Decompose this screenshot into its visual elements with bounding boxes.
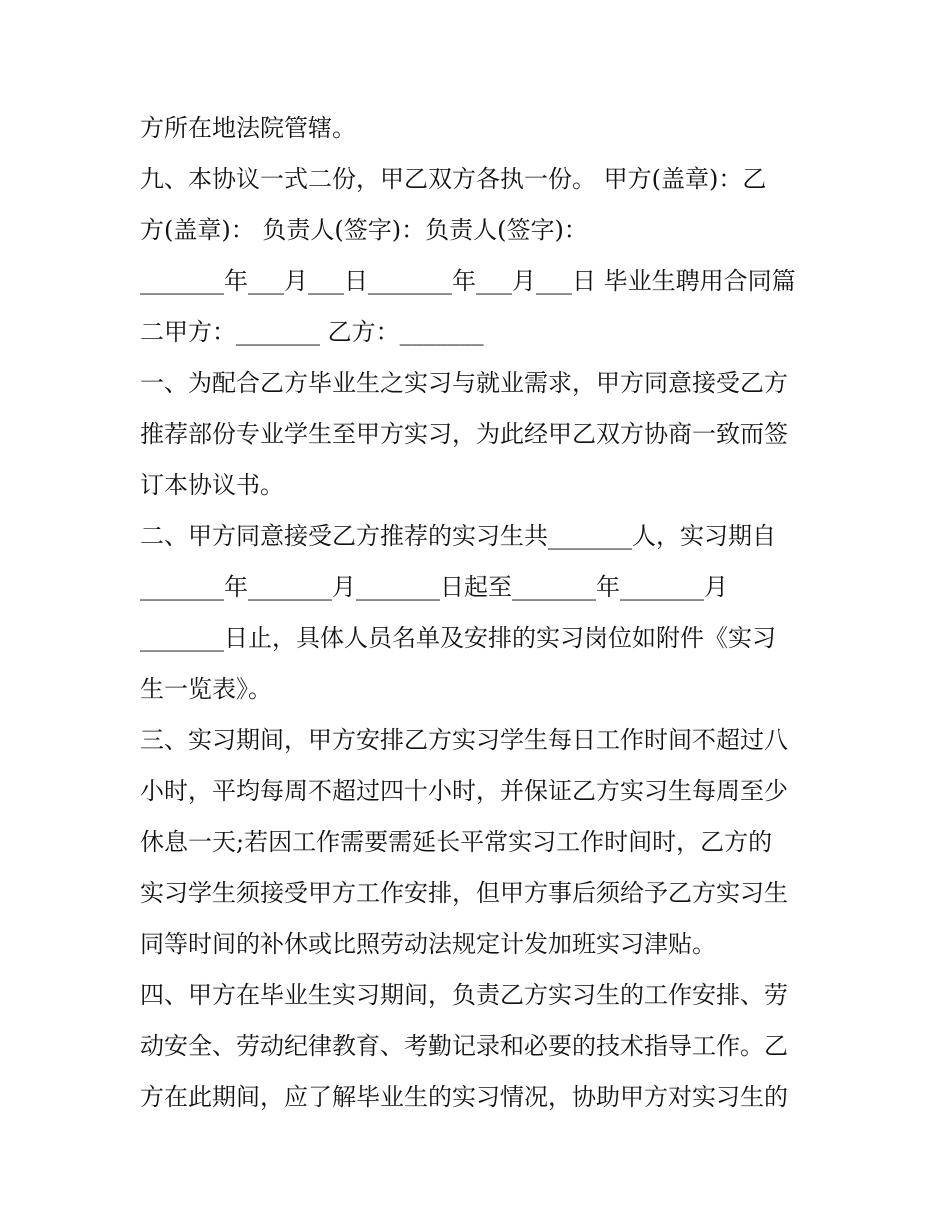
document-body <box>140 103 820 1123</box>
text-line: 九、本协议一式二份，甲乙双方各执一份。 甲方(盖章)：乙 <box>140 165 767 193</box>
text-line: _______年___月___日_______年___月___日 毕业生聘用合同篇 <box>140 267 796 295</box>
text-line: 休息一天;若因工作需要需延长平常实习工作时间时，乙方的 <box>140 828 773 856</box>
text-line: 方在此期间，应了解毕业生的实习情况，协助甲方对实习生的 <box>140 1083 788 1111</box>
text-line: 三、实习期间，甲方安排乙方实习学生每日工作时间不超过八 <box>140 726 788 754</box>
text-line: _______年_______月_______日起至_______年_______月 <box>140 573 728 601</box>
text-line: 动安全、劳动纪律教育、考勤记录和必要的技术指导工作。乙 <box>140 1032 788 1060</box>
text-line: 二甲方：_______ 乙方：_______ <box>140 318 484 346</box>
text-line: 方所在地法院管辖。 <box>140 114 356 142</box>
text-line: 一、为配合乙方毕业生之实习与就业需求，甲方同意接受乙方 <box>140 369 788 397</box>
text-line: 四、甲方在毕业生实习期间，负责乙方实习生的工作安排、劳 <box>140 981 788 1009</box>
text-line: 实习学生须接受甲方工作安排，但甲方事后须给予乙方实习生 <box>140 879 788 907</box>
text-line: 方(盖章)： 负责人(签字)：负责人(签字)： <box>140 216 588 244</box>
text-line: _______日止，具体人员名单及安排的实习岗位如附件《实习 <box>140 624 776 652</box>
text-line: 推荐部份专业学生至甲方实习，为此经甲乙双方协商一致而签 <box>140 420 788 448</box>
text-line: 同等时间的补休或比照劳动法规定计发加班实习津贴。 <box>140 930 716 958</box>
text-line: 订本协议书。 <box>140 471 284 499</box>
text-line: 小时，平均每周不超过四十小时，并保证乙方实习生每周至少 <box>140 777 788 805</box>
text-line: 二、甲方同意接受乙方推荐的实习生共_______人，实习期自 <box>140 522 776 550</box>
text-line: 生一览表》。 <box>140 675 272 703</box>
